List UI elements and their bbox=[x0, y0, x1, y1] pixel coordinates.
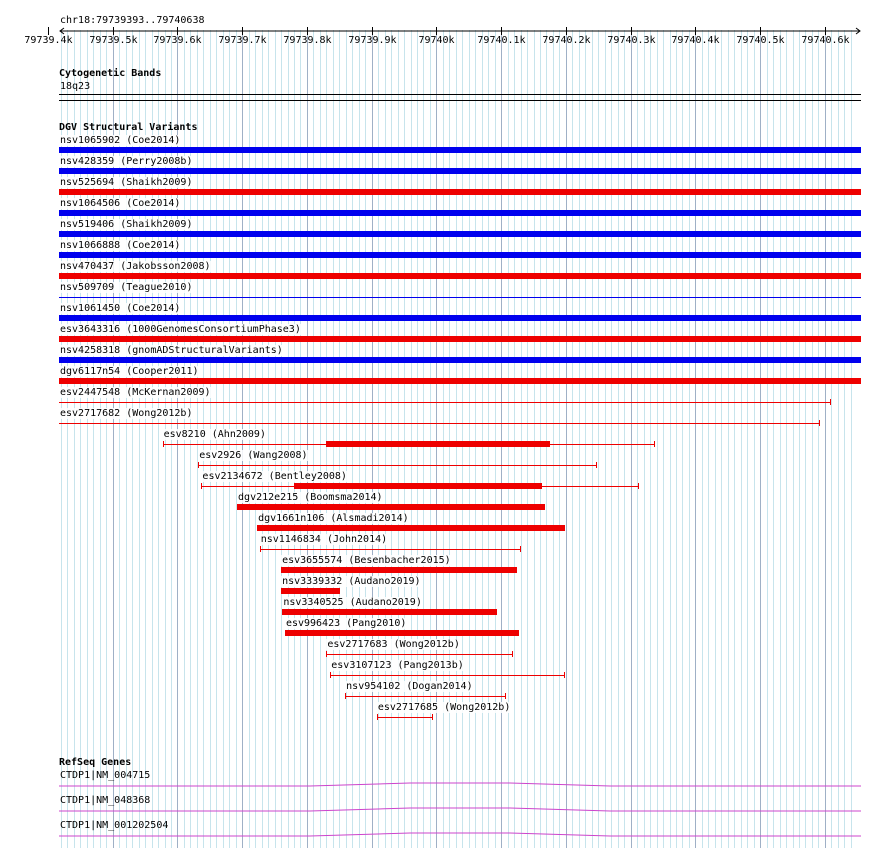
dgv-feature-bar[interactable] bbox=[294, 483, 542, 489]
dgv-feature-cap-end[interactable] bbox=[520, 546, 521, 552]
dgv-feature-study: (Ahn2009) bbox=[211, 429, 266, 440]
dgv-feature-id: nsv428359 bbox=[60, 156, 115, 167]
refseq-gene-model[interactable] bbox=[0, 803, 890, 815]
dgv-feature-cap-start[interactable] bbox=[163, 441, 164, 447]
dgv-feature-id: esv2447548 bbox=[60, 387, 121, 398]
dgv-feature-label[interactable] bbox=[59, 408, 193, 419]
dgv-feature-label[interactable] bbox=[59, 324, 302, 335]
dgv-feature-label[interactable] bbox=[377, 702, 511, 713]
dgv-feature-label[interactable] bbox=[59, 366, 200, 377]
dgv-feature-id: esv3643316 bbox=[60, 324, 121, 335]
dgv-feature-label[interactable] bbox=[59, 177, 193, 188]
dgv-feature-id: esv2717685 bbox=[377, 702, 439, 713]
ruler-tick-label: 79740.2k bbox=[542, 35, 591, 46]
dgv-feature-line[interactable] bbox=[59, 402, 831, 403]
dgv-feature-study: (Cooper2011) bbox=[126, 366, 199, 377]
dgv-feature-bar[interactable] bbox=[59, 273, 861, 279]
dgv-feature-study: (Coe2014) bbox=[126, 198, 181, 209]
dgv-feature-line[interactable] bbox=[345, 696, 506, 697]
dgv-feature-label[interactable] bbox=[345, 681, 473, 692]
dgv-feature-label[interactable] bbox=[59, 282, 193, 293]
dgv-feature-bar[interactable] bbox=[281, 588, 340, 594]
refseq-gene-intron bbox=[59, 783, 861, 786]
dgv-feature-study: (Teague2010) bbox=[120, 282, 193, 293]
dgv-feature-study: (Perry2008b) bbox=[120, 156, 193, 167]
dgv-feature-study: (Wang2008) bbox=[247, 450, 308, 461]
ruler-tick-label: 79740.6k bbox=[801, 35, 850, 46]
dgv-feature-id: esv996423 bbox=[285, 618, 341, 629]
dgv-feature-cap-end[interactable] bbox=[512, 651, 513, 657]
dgv-feature-study: (Shaikh2009) bbox=[120, 177, 193, 188]
dgv-feature-study: (Pang2010) bbox=[346, 618, 407, 629]
dgv-feature-id: nsv3339332 bbox=[282, 576, 343, 587]
dgv-feature-study: (Wong2012b) bbox=[393, 639, 460, 650]
dgv-feature-id: nsv954102 bbox=[346, 681, 401, 692]
dgv-feature-bar[interactable] bbox=[59, 336, 861, 342]
dgv-feature-study: (Shaikh2009) bbox=[120, 219, 193, 230]
dgv-feature-line[interactable] bbox=[59, 423, 820, 424]
dgv-feature-label[interactable] bbox=[330, 660, 464, 671]
dgv-feature-cap-end[interactable] bbox=[564, 672, 565, 678]
dgv-feature-study: (Dogan2014) bbox=[406, 681, 473, 692]
dgv-feature-cap-start[interactable] bbox=[345, 693, 346, 699]
dgv-feature-line[interactable] bbox=[260, 549, 521, 550]
dgv-feature-id: esv2717682 bbox=[60, 408, 121, 419]
dgv-feature-study: (Audano2019) bbox=[349, 597, 422, 608]
dgv-feature-label[interactable] bbox=[201, 471, 348, 482]
ruler-tick-label: 79740.4k bbox=[671, 35, 720, 46]
dgv-feature-line[interactable] bbox=[330, 675, 564, 676]
ruler-tick-label: 79739.4k bbox=[24, 35, 73, 46]
dgv-feature-id: esv2926 bbox=[199, 450, 242, 461]
dgv-feature-bar[interactable] bbox=[326, 441, 551, 447]
dgv-feature-id: dgv1661n106 bbox=[258, 513, 325, 524]
dgv-feature-study: (gnomADStructuralVariants) bbox=[126, 345, 283, 356]
dgv-feature-cap-end[interactable] bbox=[830, 399, 831, 405]
ruler-tick-label: 79740k bbox=[418, 35, 455, 46]
dgv-feature-label[interactable] bbox=[260, 534, 388, 545]
dgv-feature-cap-start[interactable] bbox=[377, 714, 378, 720]
dgv-feature-label[interactable] bbox=[198, 450, 308, 461]
ruler-tick-label: 79739.5k bbox=[89, 35, 138, 46]
dgv-feature-study: (Bentley2008) bbox=[268, 471, 347, 482]
dgv-feature-label[interactable] bbox=[59, 156, 193, 167]
cytoband-line-lower bbox=[59, 100, 861, 101]
dgv-feature-cap-end[interactable] bbox=[638, 483, 639, 489]
dgv-feature-study: (Alsmadi2014) bbox=[330, 513, 409, 524]
dgv-feature-label[interactable] bbox=[282, 597, 423, 608]
dgv-feature-label[interactable] bbox=[237, 492, 384, 503]
refseq-gene-model[interactable] bbox=[0, 828, 890, 840]
dgv-feature-study: (1000GenomesConsortiumPhase3) bbox=[126, 324, 301, 335]
dgv-feature-bar[interactable] bbox=[59, 315, 861, 321]
dgv-feature-bar[interactable] bbox=[59, 231, 861, 237]
dgv-feature-line[interactable] bbox=[326, 654, 512, 655]
dgv-feature-line[interactable] bbox=[377, 717, 433, 718]
dgv-feature-bar[interactable] bbox=[237, 504, 545, 510]
dgv-feature-id: nsv1065902 bbox=[60, 135, 121, 146]
dgv-feature-cap-end[interactable] bbox=[654, 441, 655, 447]
dgv-feature-line[interactable] bbox=[198, 465, 597, 466]
dgv-feature-label[interactable] bbox=[59, 303, 181, 314]
dgv-feature-label[interactable] bbox=[59, 261, 212, 272]
dgv-feature-bar[interactable] bbox=[59, 252, 861, 258]
refseq-gene-model[interactable] bbox=[0, 778, 890, 790]
dgv-feature-bar[interactable] bbox=[59, 189, 861, 195]
dgv-feature-bar[interactable] bbox=[59, 147, 861, 153]
refseq-gene-label[interactable]: CTDP1|NM_001202504 bbox=[60, 820, 169, 831]
dgv-feature-bar[interactable] bbox=[257, 525, 565, 531]
dgv-feature-id: esv2717683 bbox=[327, 639, 388, 650]
dgv-feature-cap-end[interactable] bbox=[819, 420, 820, 426]
dgv-feature-cap-start[interactable] bbox=[326, 651, 327, 657]
dgv-feature-label[interactable] bbox=[59, 135, 181, 146]
dgv-feature-study: (McKernan2009) bbox=[126, 387, 211, 398]
dgv-feature-label[interactable] bbox=[59, 345, 284, 356]
dgv-feature-bar[interactable] bbox=[59, 378, 861, 384]
dgv-feature-label[interactable] bbox=[59, 240, 181, 251]
dgv-feature-study: (Wong2012b) bbox=[126, 408, 193, 419]
refseq-gene-intron bbox=[59, 808, 861, 811]
dgv-feature-label[interactable] bbox=[59, 387, 212, 398]
dgv-feature-label[interactable] bbox=[163, 429, 267, 440]
ruler-tick-label: 79739.6k bbox=[153, 35, 202, 46]
dgv-feature-id: esv2134672 bbox=[202, 471, 263, 482]
dgv-feature-cap-end[interactable] bbox=[596, 462, 597, 468]
dgv-feature-label[interactable] bbox=[281, 576, 422, 587]
dgv-feature-label[interactable] bbox=[59, 198, 181, 209]
ruler-tick-label: 79740.5k bbox=[736, 35, 785, 46]
dgv-feature-line[interactable] bbox=[59, 297, 861, 298]
dgv-feature-cap-start[interactable] bbox=[260, 546, 261, 552]
dgv-feature-id: nsv509709 bbox=[60, 282, 115, 293]
dgv-feature-id: esv8210 bbox=[163, 429, 206, 440]
dgv-feature-study: (Audano2019) bbox=[348, 576, 421, 587]
dgv-feature-study: (Coe2014) bbox=[126, 303, 181, 314]
ruler-tick-label: 79739.7k bbox=[218, 35, 267, 46]
dgv-feature-study: (Pang2013b) bbox=[397, 660, 464, 671]
dgv-feature-id: dgv212e215 bbox=[238, 492, 299, 503]
ruler-tick-label: 79739.8k bbox=[283, 35, 332, 46]
dgv-feature-bar[interactable] bbox=[285, 630, 519, 636]
dgv-feature-id: nsv3340525 bbox=[283, 597, 344, 608]
ruler bbox=[0, 0, 890, 40]
dgv-feature-id: nsv1146834 bbox=[260, 534, 321, 545]
dgv-feature-bar[interactable] bbox=[281, 567, 517, 573]
dgv-feature-id: nsv525694 bbox=[60, 177, 115, 188]
dgv-feature-bar[interactable] bbox=[59, 210, 861, 216]
dgv-feature-study: (Coe2014) bbox=[126, 240, 181, 251]
dgv-feature-study: (Wong2012b) bbox=[444, 702, 511, 713]
position-label: chr18:79739393..79740638 bbox=[60, 15, 205, 26]
dgv-feature-study: (Jakobsson2008) bbox=[120, 261, 211, 272]
dgv-feature-cap-start[interactable] bbox=[201, 483, 202, 489]
cytoband-label: 18q23 bbox=[60, 81, 91, 92]
dgv-feature-label[interactable] bbox=[285, 618, 407, 629]
cytoband-track-title: Cytogenetic Bands bbox=[59, 68, 162, 79]
dgv-feature-id: dgv6117n54 bbox=[60, 366, 121, 377]
dgv-feature-label[interactable] bbox=[326, 639, 460, 650]
dgv-feature-cap-start[interactable] bbox=[198, 462, 199, 468]
dgv-feature-study: (Besenbacher2015) bbox=[348, 555, 451, 566]
dgv-feature-id: nsv1064506 bbox=[60, 198, 121, 209]
dgv-feature-study: (John2014) bbox=[326, 534, 388, 545]
dgv-feature-id: nsv4258318 bbox=[60, 345, 121, 356]
dgv-feature-cap-start[interactable] bbox=[330, 672, 331, 678]
dgv-feature-id: nsv470437 bbox=[60, 261, 115, 272]
dgv-feature-label[interactable] bbox=[257, 513, 410, 524]
refseq-gene-label[interactable]: CTDP1|NM_004715 bbox=[60, 770, 151, 781]
dgv-feature-id: esv3107123 bbox=[331, 660, 392, 671]
dgv-feature-label[interactable] bbox=[59, 219, 193, 230]
dgv-feature-id: nsv519406 bbox=[60, 219, 115, 230]
refseq-track-title: RefSeq Genes bbox=[59, 757, 132, 768]
dgv-feature-id: nsv1061450 bbox=[60, 303, 121, 314]
dgv-feature-id: nsv1066888 bbox=[60, 240, 121, 251]
dgv-feature-study: (Coe2014) bbox=[126, 135, 181, 146]
cytoband-line-upper bbox=[59, 94, 861, 95]
dgv-feature-cap-end[interactable] bbox=[432, 714, 433, 720]
dgv-feature-bar[interactable] bbox=[59, 168, 861, 174]
dgv-feature-id: esv3655574 bbox=[282, 555, 343, 566]
refseq-gene-label[interactable]: CTDP1|NM_048368 bbox=[60, 795, 151, 806]
dgv-track-title: DGV Structural Variants bbox=[59, 122, 198, 133]
ruler-tick-label: 79740.1k bbox=[477, 35, 526, 46]
refseq-gene-intron bbox=[59, 833, 861, 836]
dgv-feature-bar[interactable] bbox=[59, 357, 861, 363]
dgv-feature-bar[interactable] bbox=[282, 609, 496, 615]
ruler-tick-label: 79739.9k bbox=[348, 35, 397, 46]
dgv-feature-cap-end[interactable] bbox=[505, 693, 506, 699]
ruler-tick-label: 79740.3k bbox=[607, 35, 656, 46]
dgv-feature-label[interactable] bbox=[281, 555, 452, 566]
dgv-feature-study: (Boomsma2014) bbox=[304, 492, 383, 503]
